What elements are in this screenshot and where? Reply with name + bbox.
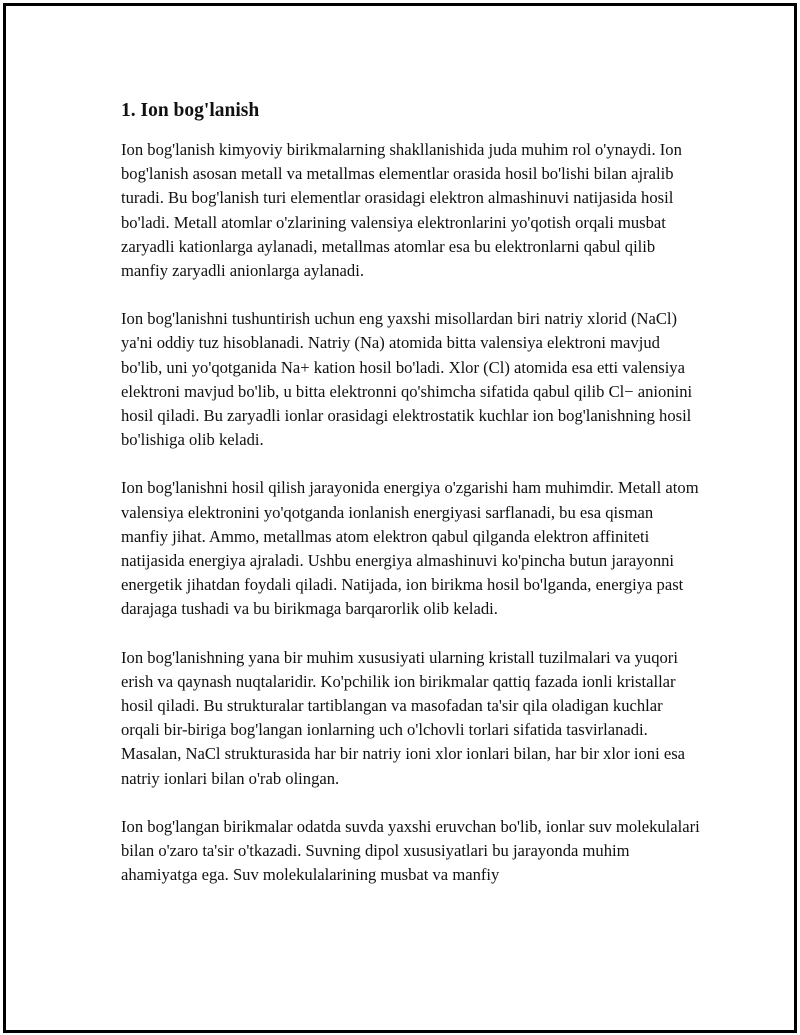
paragraph-2: Ion bog'lanishni tushuntirish uchun eng yaxshi misollardan biri natriy xlorid (NaCl) ya'ni oddiy tuz hisoblanadi. Natriy (Na) atomida bitta valensiya elektroni mavjud bo'lib, uni yo'qotganida Na+ kation hosil bo'ladi. Xlor (Cl) atomida esa etti valensiya elektroni mavjud bo'lib, u bitta elektronni qo'shimcha sifatida qabul qilib Cl− anionini hosil qiladi. Bu zaryadli ionlar orasidagi elektrostatik kuchlar ion bog'lanishning hosil bo'lishiga olib keladi.	[121, 309, 693, 450]
paragraph-1: Ion bog'lanish kimyoviy birikmalarning shakllanishida juda muhim rol o'ynaydi. Ion bog'lanish asosan metall va metallmas elementlar orasida hosil bo'lishi bilan ajralib turadi. Bu bog'lanish turi elementlar orasidagi elektron almashinuvi natijasida hosil bo'ladi. Metall atomlar o'zlarining valensiya elektronlarini yo'qotish orqali musbat zaryadli kationlarga aylanadi, metallmas atomlar esa bu elektronlarni qabul qilib manfiy zaryadli anionlarga aylanadi.	[121, 140, 682, 281]
paragraph-5: Ion bog'langan birikmalar odatda suvda yaxshi eruvchan bo'lib, ionlar suv molekulalari bilan o'zaro ta'sir o'tkazadi. Suvning dipol xususiyatlari bu jarayonda muhim ahamiyatga ega. Suv molekulalarining musbat va manfiy	[121, 816, 700, 885]
paragraph-4: Ion bog'lanishning yana bir muhim xususiyati ularning kristall tuzilmalari va yuqori erish va qaynash nuqtalaridir. Ko'pchilik ion birikmalar qattiq fazada ionli kristallar hosil qiladi. Bu strukturalar tartiblangan va masofadan ta'sir qila oladigan kuchlar orqali bir-biriga bog'langan ionlarning uch o'lchovli torlari sifatida tasvirlanadi. Masalan, NaCl strukturasida har bir natriy ioni xlor ionlari bilan, har bir xlor ioni esa natriy ionlari bilan o'rab olingan.	[121, 647, 686, 788]
paragraph-3: Ion bog'lanishni hosil qilish jarayonida energiya o'zgarishi ham muhimdir. Metall atom valensiya elektronini yo'qotganda ionlanish energiyasi sarflanadi, bu esa qisman manfiy jihat. Ammo, metallmas atom elektron qabul qilganda elektron affiniteti natijasida energiya ajraladi. Ushbu energiya almashinuvi ko'pincha butun jarayonni energetik jihatdan foydali qiladi. Natijada, ion birikma hosil bo'lganda, energiya past darajaga tushadi va bu birikmaga barqarorlik olib keladi.	[121, 478, 699, 619]
document-page	[3, 3, 797, 1033]
section-heading: 1. Ion bog'lanish	[121, 100, 260, 121]
document-content	[121, 98, 701, 911]
